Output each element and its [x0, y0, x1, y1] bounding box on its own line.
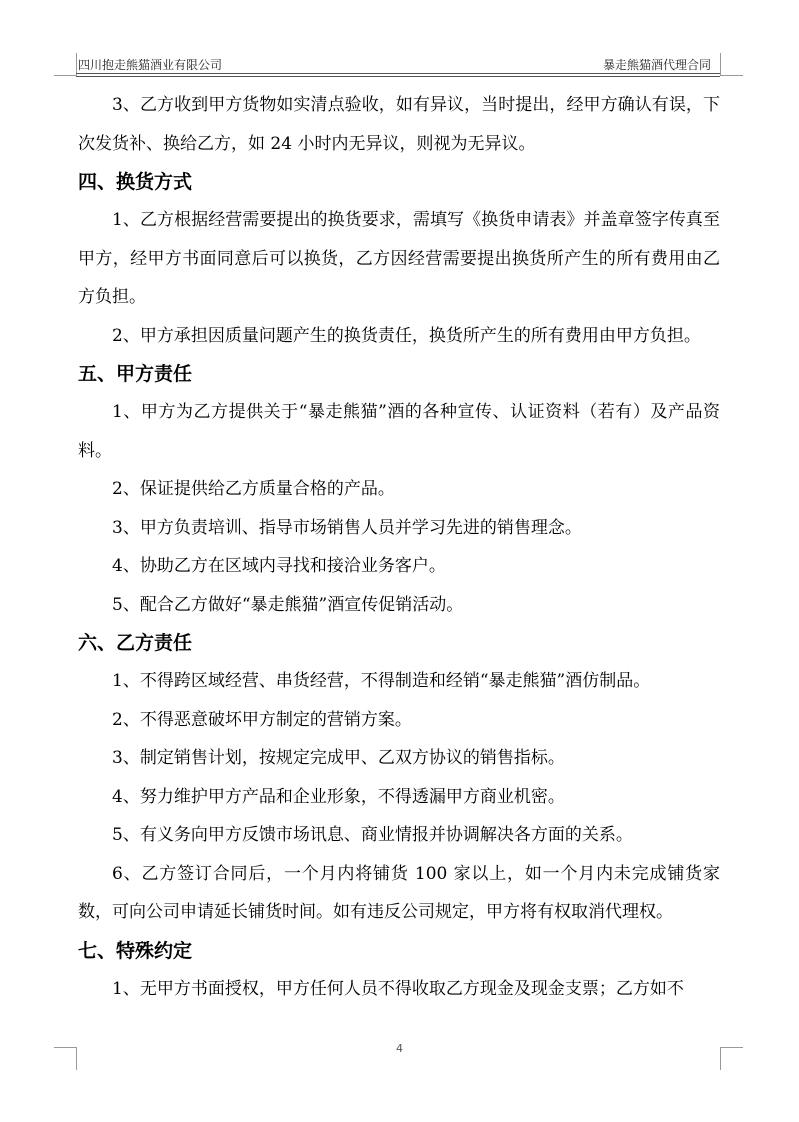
header-company-name: 四川抱走熊猫酒业有限公司: [78, 58, 223, 72]
section-heading: 七、特殊约定: [78, 939, 193, 962]
header-rule: [76, 73, 720, 74]
paragraph: 4、协助乙方在区域内寻找和接洽业务客户。: [112, 556, 446, 576]
paragraph: 1、乙方根据经营需要提出的换货要求，需填写《换货申请表》并盖章签字传真至甲方，经甲方书面同意后可以换货，乙方因经营需要提出换货所产生的所有费用由乙方负担。: [78, 210, 720, 307]
paragraph: 1、不得跨区域经营、串货经营，不得制造和经销“暴走熊猫”酒仿制品。: [112, 671, 651, 691]
paragraph: 2、甲方承担因质量问题产生的换货责任，换货所产生的所有费用由甲方负担。: [112, 325, 701, 346]
section-heading: 五、甲方责任: [78, 363, 193, 385]
paragraph: 6、乙方签订合同后，一个月内将铺货 100 家以上，如一个月内未完成铺货家数，可向公司申请延长铺货时间。如有违反公司规定，甲方将有权取消代理权。: [78, 863, 720, 922]
section-heading: 六、乙方责任: [78, 632, 193, 654]
paragraph: 2、不得恶意破坏甲方制定的营销方案。: [112, 709, 412, 730]
crop-mark-top-left: [54, 53, 77, 76]
paragraph: 1、甲方为乙方提供关于“暴走熊猫”酒的各种宣传、认证资料（若有）及产品资料。: [78, 402, 720, 461]
section-heading: 四、换货方式: [78, 171, 193, 193]
page-number: 4: [396, 1042, 403, 1055]
document-body: [78, 86, 720, 1008]
paragraph: 3、甲方负责培训、指导市场销售人员并学习先进的销售理念。: [112, 517, 582, 538]
paragraph: 1、无甲方书面授权，甲方任何人员不得收取乙方现金及现金支票；乙方如不: [112, 978, 684, 999]
paragraph: 4、努力维护甲方产品和企业形象，不得透漏甲方商业机密。: [112, 786, 565, 807]
crop-mark-top-right: [720, 53, 743, 76]
paragraph: 3、乙方收到甲方货物如实清点验收，如有异议，当时提出，经甲方确认有误，下次发货补、换给乙方，如 24 小时内无异议，则视为无异议。: [78, 95, 720, 154]
header-rule-secondary: [76, 76, 720, 77]
paragraph: 5、配合乙方做好“暴走熊猫”酒宣传促销活动。: [112, 594, 464, 615]
paragraph: 5、有义务向甲方反馈市场讯息、商业情报并协调解决各方面的关系。: [112, 825, 633, 845]
paragraph: 2、保证提供给乙方质量合格的产品。: [112, 479, 395, 499]
header-document-title: 暴走熊猫酒代理合同: [602, 58, 711, 72]
paragraph: 3、制定销售计划，按规定完成甲、乙双方协议的销售指标。: [112, 748, 565, 768]
